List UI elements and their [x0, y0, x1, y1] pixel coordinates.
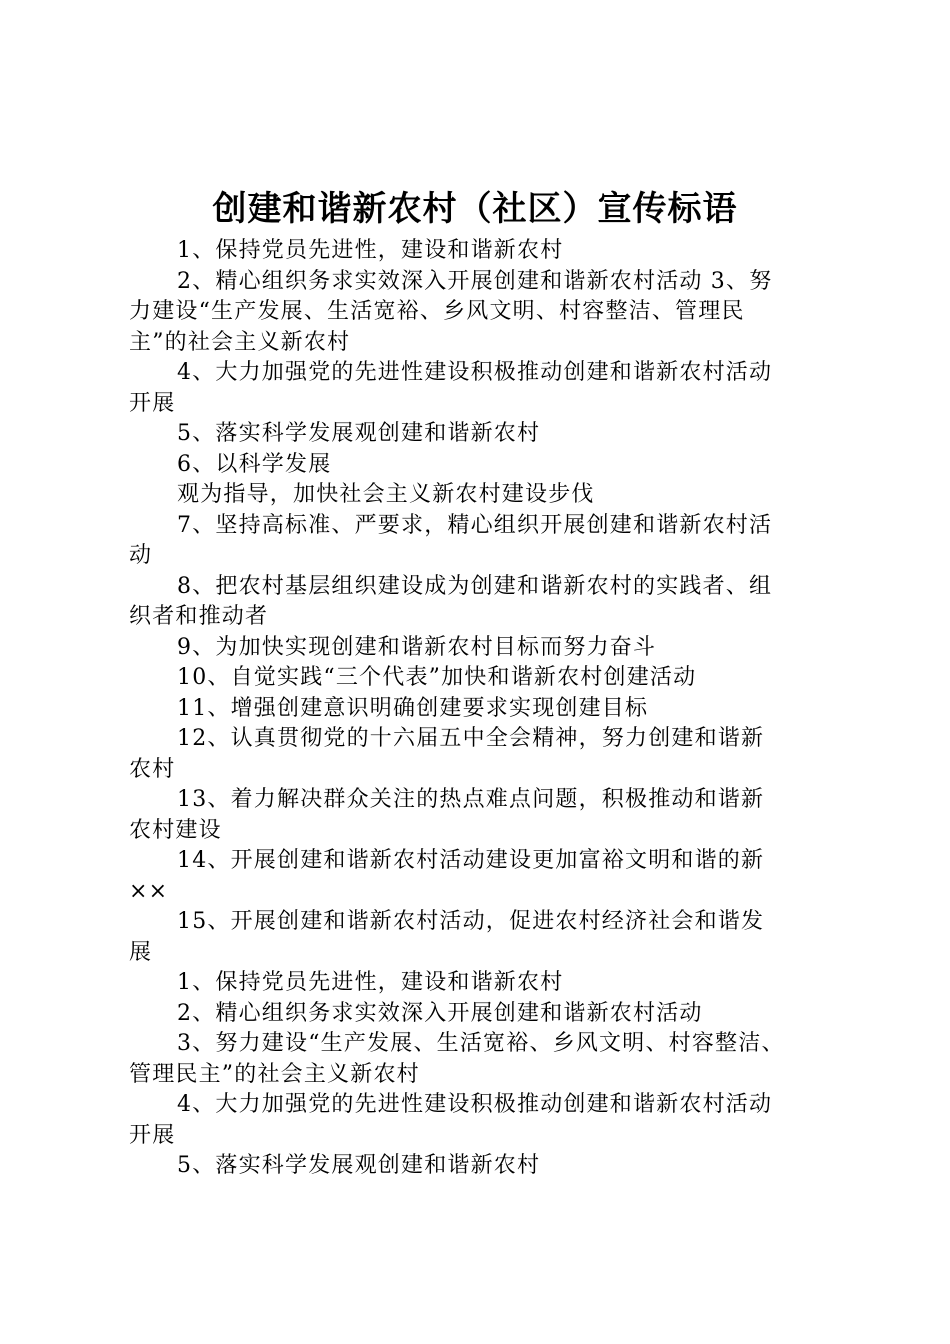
document-body — [129, 236, 839, 1182]
slogan-line: 2、精心组织务求实效深入开展创建和谐新农村活动 — [177, 1000, 703, 1026]
slogan-line: 3、努力建设“生产发展、生活宽裕、乡风文明、村容整洁、 — [177, 1031, 785, 1056]
slogan-line: 展 — [129, 939, 153, 965]
slogan-line: 力建设“生产发展、生活宽裕、乡风文明、村容整洁、管理民 — [129, 299, 745, 324]
slogan-line: 管理民主”的社会主义新农村 — [129, 1061, 420, 1087]
document-title: 创建和谐新农村（社区）宣传标语 — [212, 189, 738, 229]
slogan-line: 9、为加快实现创建和谐新农村目标而努力奋斗 — [177, 634, 657, 660]
slogan-line: 4、大力加强党的先进性建设积极推动创建和谐新农村活动 — [177, 1092, 773, 1117]
slogan-line: 2、精心组织务求实效深入开展创建和谐新农村活动 3、努 — [177, 268, 773, 294]
slogan-line: 5、落实科学发展观创建和谐新农村 — [177, 1153, 541, 1178]
slogan-line: 14、开展创建和谐新农村活动建设更加富裕文明和谐的新 — [177, 848, 765, 873]
slogan-line: 6、以科学发展 — [177, 451, 332, 477]
slogan-line: 开展 — [129, 390, 176, 416]
slogan-line: 动 — [129, 543, 153, 568]
slogan-line: 5、落实科学发展观创建和谐新农村 — [177, 421, 541, 446]
slogan-line: 11、增强创建意识明确创建要求实现创建目标 — [177, 695, 649, 721]
slogan-line: 12、认真贯彻党的十六届五中全会精神，努力创建和谐新 — [177, 726, 765, 751]
slogan-line: ×× — [129, 878, 169, 904]
slogan-line: 织者和推动者 — [129, 604, 269, 629]
slogan-line: 1、保持党员先进性，建设和谐新农村 — [177, 238, 564, 263]
slogan-line: 主”的社会主义新农村 — [129, 329, 351, 355]
slogan-line: 13、着力解决群众关注的热点难点问题，积极推动和谐新 — [177, 787, 765, 812]
slogan-line: 观为指导，加快社会主义新农村建设步伐 — [177, 482, 595, 507]
slogan-line: 10、自觉实践“三个代表”加快和谐新农村创建活动 — [177, 665, 697, 690]
slogan-line: 15、开展创建和谐新农村活动，促进农村经济社会和谐发 — [177, 909, 765, 934]
slogan-line: 8、把农村基层组织建设成为创建和谐新农村的实践者、组 — [177, 573, 773, 599]
slogan-line: 7、坚持高标准、严要求，精心组织开展创建和谐新农村活 — [177, 512, 773, 538]
slogan-line: 4、大力加强党的先进性建设积极推动创建和谐新农村活动 — [177, 360, 773, 385]
slogan-line: 农村 — [129, 756, 176, 782]
slogan-line: 农村建设 — [129, 817, 222, 843]
slogan-line: 开展 — [129, 1122, 176, 1148]
slogan-line: 1、保持党员先进性，建设和谐新农村 — [177, 970, 564, 995]
